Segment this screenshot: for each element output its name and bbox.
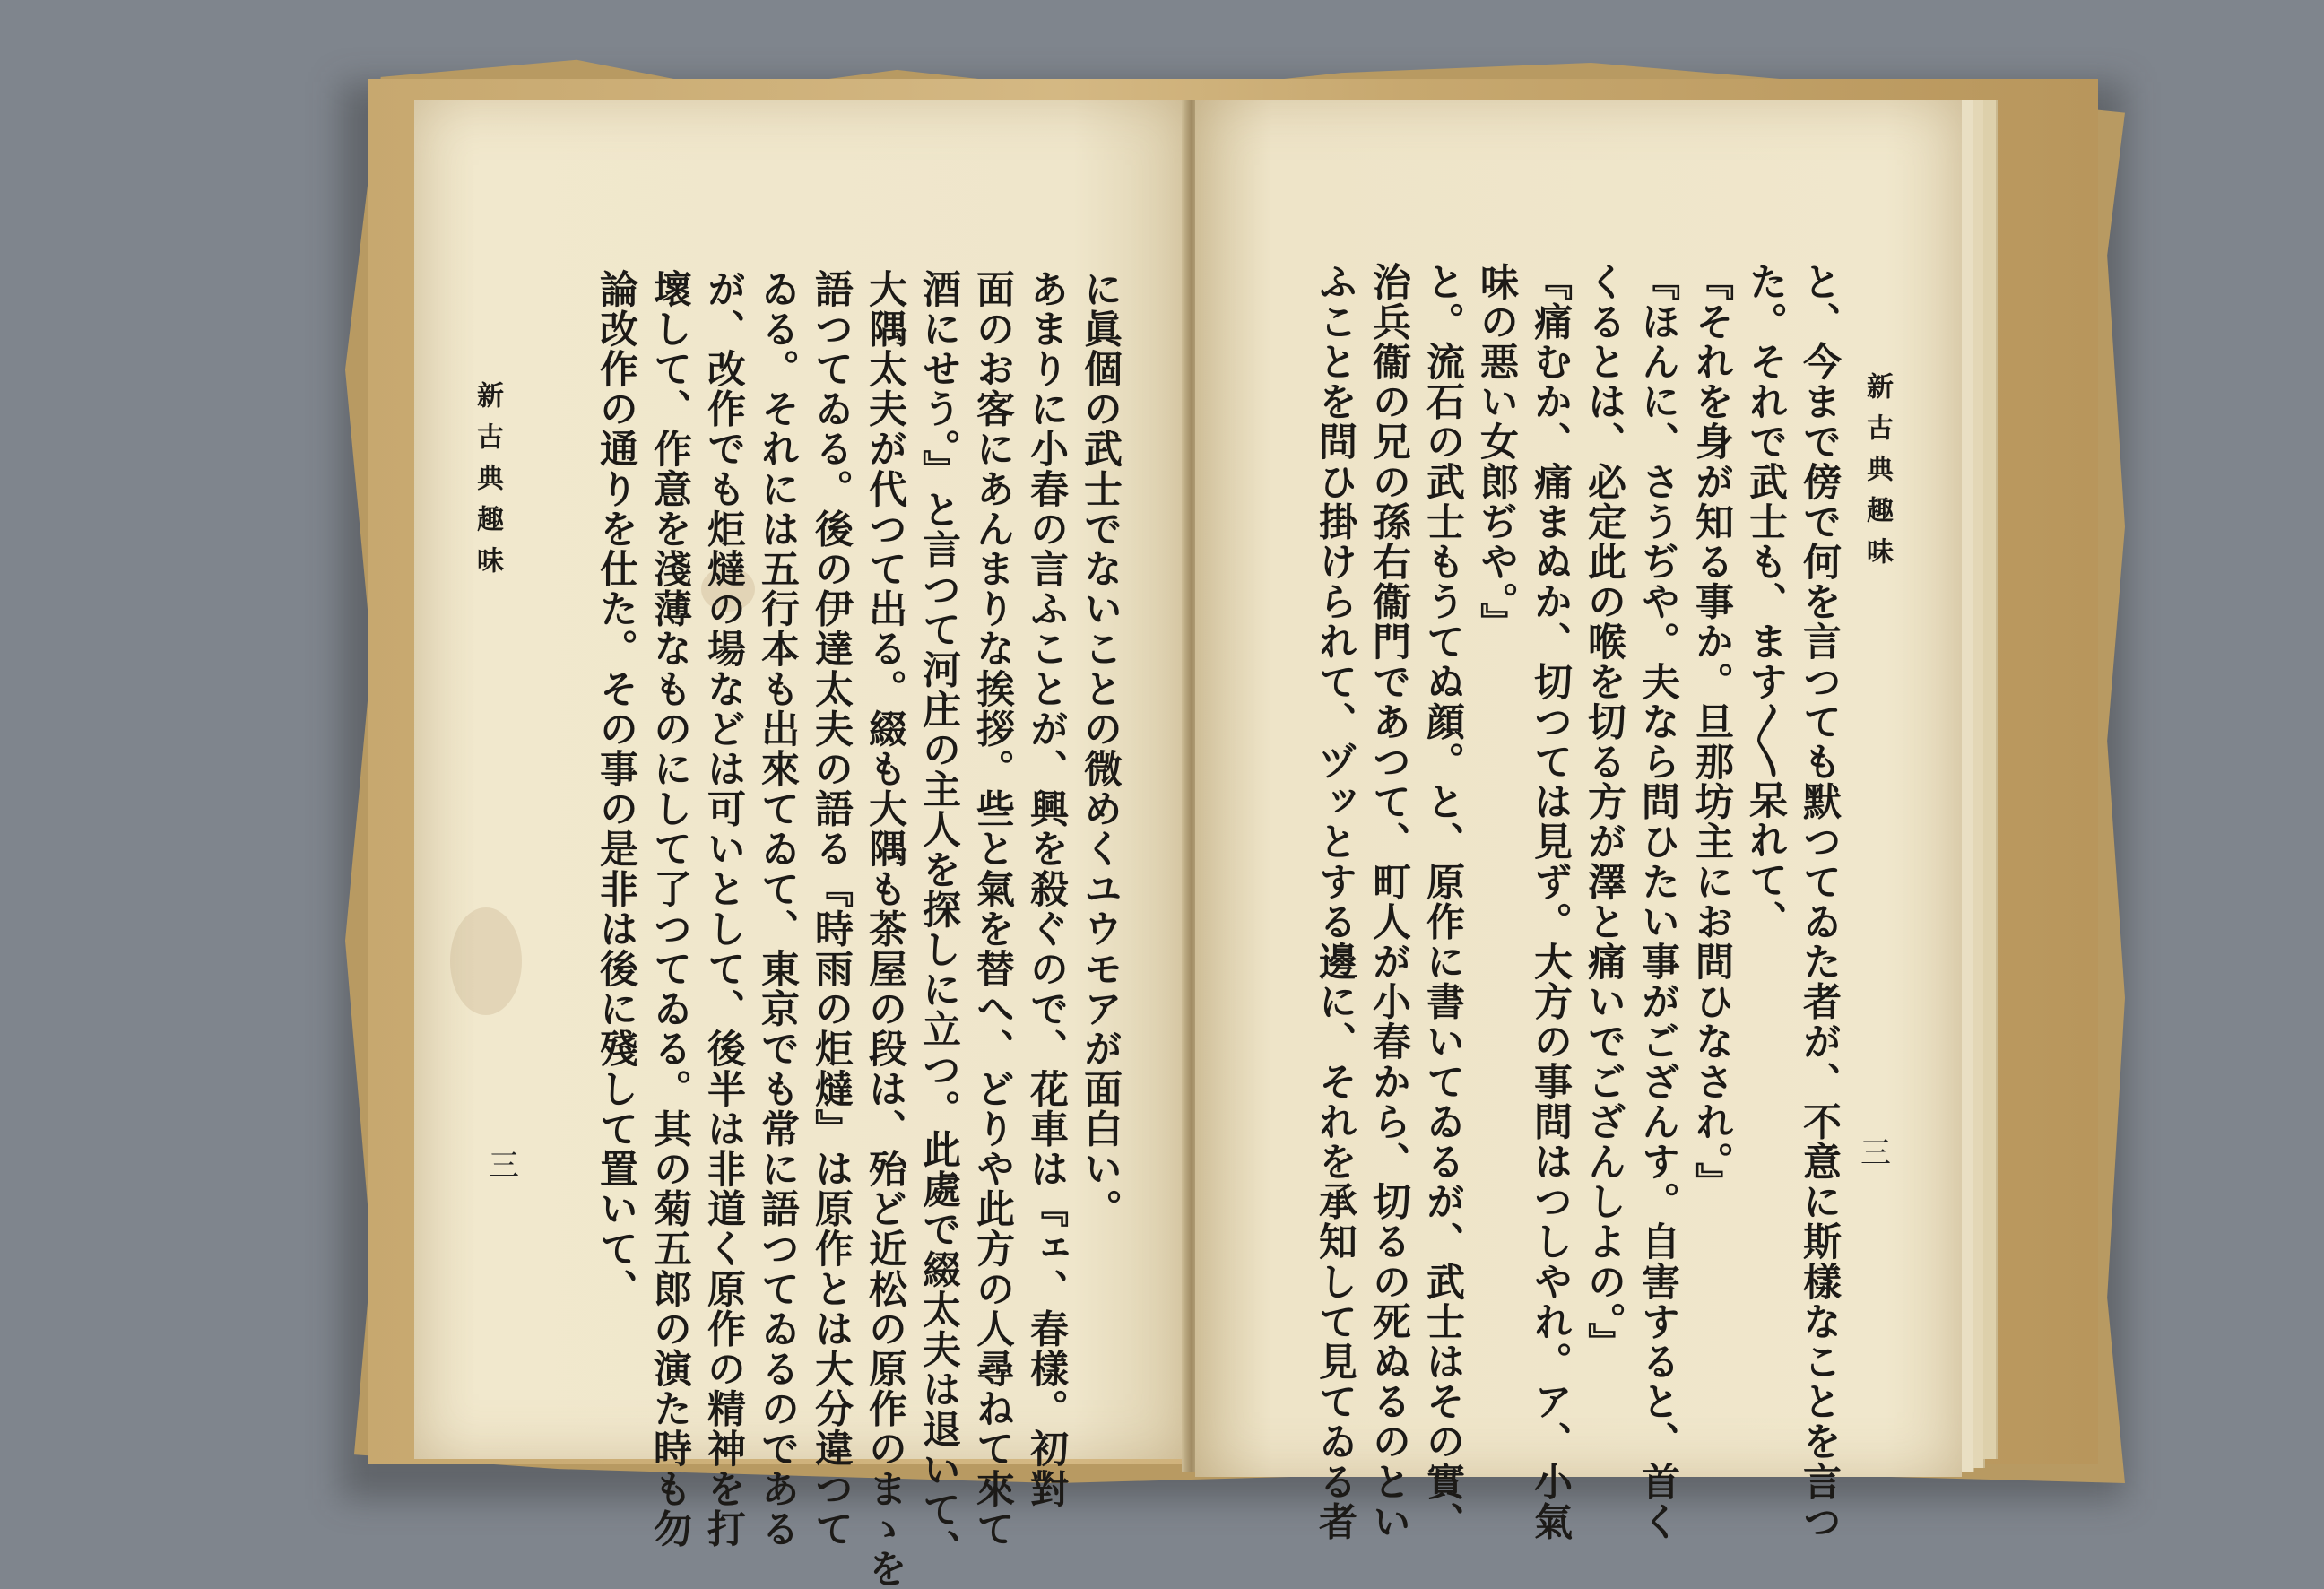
text-line: 『それを身が知る事か。旦那坊主にお問ひなされ。』 — [1689, 262, 1734, 1203]
text-line: あまりに小春の言ふことが、興を殺ぐので、花車は『ェ、春樣。初對 — [1024, 269, 1069, 1509]
running-head-left: 新古典趣味 — [472, 381, 503, 587]
text-line: くるとは、必定此の喉を切る方が澤と痛いでござんしよの。』 — [1582, 262, 1626, 1363]
text-line: 大隅太夫が代つて出る。綴も大隅も茶屋の段は、殆ど近松の原作のまゝを — [863, 269, 907, 1589]
text-line: 壞して、作意を淺薄なものにして了つてゐる。其の菊五郎の演た時も勿 — [647, 269, 692, 1550]
text-line: に眞個の武士でないことの微めくユウモアが面白い。 — [1078, 269, 1123, 1229]
text-line: 味の悪い女郎ぢや。』 — [1474, 262, 1519, 643]
text-line: と、今まで傍で何を言つても默つてゐた者が、不意に斯樣なことを言つ — [1797, 262, 1842, 1542]
page-edge — [1983, 100, 1998, 1459]
text-line: 酒にせう。』と言つて河庄の主人を探しに立つ。此處で綴太夫は退いて、 — [916, 269, 961, 1570]
page-number-left: 三 — [489, 1148, 519, 1184]
text-line: 『痛むか、痛まぬか、切つては見ず。大方の事問はつしやれ。ア、小氣 — [1528, 262, 1573, 1542]
running-head-right: 新古典趣味 — [1861, 372, 1893, 578]
text-line: ふことを問ひ掛けられて、ヅッとする邊に、それを承知して見てゐる者 — [1313, 262, 1357, 1542]
paper-stain — [450, 907, 522, 1015]
left-page — [414, 100, 1190, 1459]
text-line: た。それで武士も、ます〳〵呆れて、 — [1743, 262, 1788, 941]
text-line: 論改作の通りを仕た。その事の是非は後に殘して置いて、 — [594, 269, 638, 1309]
text-line: が、改作でも炬燵の場などは可いとして、後半は非道く原作の精神を打 — [701, 269, 746, 1550]
text-line: ゐる。それには五行本も出來てゐて、東京でも常に語つてゐるのである — [755, 269, 800, 1550]
right-page — [1195, 100, 1962, 1477]
text-line: 治兵衞の兄の孫右衞門であつて、町人が小春から、切るの死ぬるのとい — [1366, 262, 1411, 1542]
page-number-right: 三 — [1860, 1135, 1891, 1171]
text-line: 面のお客にあんまりな挨拶。些と氣を替へ、どりや此方の人尋ねて來て — [970, 269, 1015, 1550]
text-line: 語つてゐる。後の伊達太夫の語る『時雨の炬燵』は原作とは大分違つて — [809, 269, 854, 1550]
text-line: と。流石の武士もうてぬ顔。と、原作に書いてゐるが、武士はその實、 — [1420, 262, 1465, 1542]
text-line: 『ほんに、さうぢや。夫なら問ひたい事がござんす。自害すると、首く — [1635, 262, 1680, 1542]
